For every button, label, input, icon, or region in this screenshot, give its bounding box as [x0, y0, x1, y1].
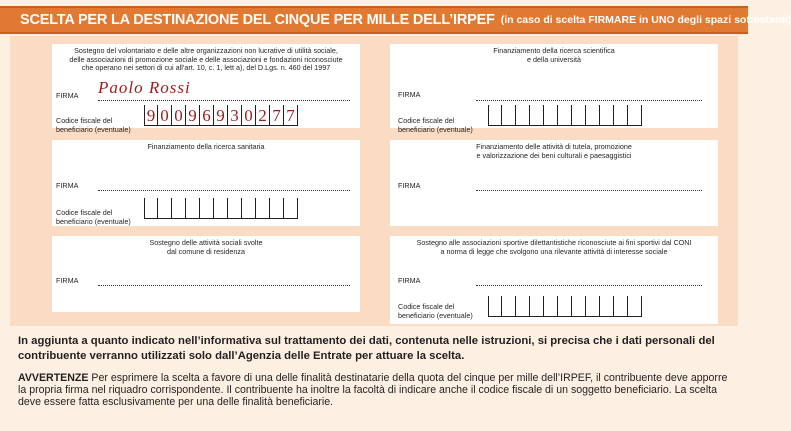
codice-fiscale-label: Codice fiscale del beneficiario (eventuale) [398, 116, 473, 134]
codice-fiscale-char[interactable] [586, 296, 600, 316]
firma-label: FIRMA [398, 181, 421, 190]
firma-label: FIRMA [398, 90, 421, 99]
warning-text: Per esprimere la scelta a favore di una delle finalità destinatarie della quota del cinque per mille dell’IRPEF, il contribuente deve apporre la propria firma nel riquadro corrispondente. Il contribuente ha inoltre la facoltà di indicare anche il codice fiscale di un soggetto beneficiario. La scelta deve essere fatta esclusivamente per una delle finalità beneficiarie. [18, 372, 728, 409]
codice-fiscale-char[interactable] [614, 296, 628, 316]
codice-fiscale-char[interactable] [144, 198, 158, 218]
codice-fiscale-char[interactable] [200, 198, 214, 218]
firma-label: FIRMA [56, 276, 79, 285]
warning-heading: AVVERTENZE [18, 372, 89, 384]
codice-fiscale-char[interactable] [270, 198, 284, 218]
signature-line [98, 190, 350, 191]
box-ricerca-scientifica [390, 44, 718, 134]
codice-fiscale-char[interactable] [586, 105, 600, 125]
codice-fiscale-char[interactable]: 9 [144, 105, 158, 125]
codice-fiscale-char[interactable] [558, 105, 572, 125]
codice-fiscale-char[interactable] [488, 296, 502, 316]
codice-fiscale-input[interactable] [488, 105, 642, 126]
box-title: Finanziamento delle attività di tutela, promozione e valorizzazione dei beni culturali e paesaggistici [476, 142, 632, 160]
codice-fiscale-label: Codice fiscale del beneficiario (eventuale) [56, 116, 131, 134]
codice-fiscale-char[interactable]: 7 [270, 105, 284, 125]
codice-fiscale-char[interactable] [544, 105, 558, 125]
signature-line [476, 100, 702, 101]
codice-fiscale-char[interactable] [502, 105, 516, 125]
codice-fiscale-input[interactable] [144, 198, 298, 219]
box-title: Sostegno del volontariato e delle altre organizzazioni non lucrative di utilità sociale, delle associazioni di promozione sociale e delle associazioni e fondazioni riconosciute che operano nei settori di cui all’art. 10, c. 1, lett a), del D.Lgs. n. 460 del 1997 [69, 46, 343, 73]
codice-fiscale-char[interactable] [228, 198, 242, 218]
codice-fiscale-label: Codice fiscale del beneficiario (eventuale) [398, 302, 473, 320]
codice-fiscale-char[interactable] [558, 296, 572, 316]
codice-fiscale-char[interactable]: 0 [158, 105, 172, 125]
codice-fiscale-char[interactable] [214, 198, 228, 218]
codice-fiscale-char[interactable] [158, 198, 172, 218]
codice-fiscale-char[interactable] [628, 296, 642, 316]
codice-fiscale-char[interactable]: 0 [242, 105, 256, 125]
codice-fiscale-char[interactable]: 9 [214, 105, 228, 125]
form-subtitle: (in caso di scelta FIRMARE in UNO degli spazi sottostanti) [500, 14, 791, 26]
box-beni-culturali [390, 140, 718, 226]
codice-fiscale-char[interactable] [242, 198, 256, 218]
codice-fiscale-char[interactable]: 6 [200, 105, 214, 125]
codice-fiscale-char[interactable] [628, 105, 642, 125]
codice-fiscale-char[interactable] [530, 296, 544, 316]
signature-line [476, 190, 702, 191]
firma-label: FIRMA [56, 91, 79, 100]
codice-fiscale-char[interactable] [572, 105, 586, 125]
box-title: Sostegno delle attività sociali svolte dal comune di residenza [149, 238, 263, 256]
codice-fiscale-char[interactable] [488, 105, 502, 125]
codice-fiscale-char[interactable]: 9 [186, 105, 200, 125]
box-title: Sostegno alle associazioni sportive dilettantistiche riconosciute ai fini sportivi dal CONI a norma di legge che svolgono una rilevante attività di interesse sociale [416, 238, 692, 256]
codice-fiscale-char[interactable] [600, 105, 614, 125]
privacy-notice: In aggiunta a quanto indicato nell’informativa sul trattamento dei dati, contenuta nelle istruzioni, si precisa che i dati personali del contribuente verranno utilizzati solo dall’Agenzia delle Entrate per attuare la scelta. [18, 335, 715, 362]
codice-fiscale-char[interactable] [572, 296, 586, 316]
signature-field[interactable]: Paolo Rossi [98, 78, 191, 97]
codice-fiscale-char[interactable]: 2 [256, 105, 270, 125]
codice-fiscale-char[interactable] [516, 296, 530, 316]
codice-fiscale-char[interactable] [530, 105, 544, 125]
firma-label: FIRMA [56, 181, 79, 190]
codice-fiscale-label: Codice fiscale del beneficiario (eventuale) [56, 208, 131, 226]
box-title: Finanziamento della ricerca sanitaria [147, 142, 265, 151]
signature-line [98, 285, 350, 286]
codice-fiscale-char[interactable]: 3 [228, 105, 242, 125]
form-header [0, 6, 791, 34]
codice-fiscale-char[interactable] [172, 198, 186, 218]
codice-fiscale-char[interactable] [516, 105, 530, 125]
codice-fiscale-input[interactable] [144, 105, 298, 126]
form-title: SCELTA PER LA DESTINAZIONE DEL CINQUE PER MILLE DELL’IRPEF [20, 12, 495, 28]
signature-line [476, 285, 702, 286]
codice-fiscale-char[interactable] [544, 296, 558, 316]
choices-panel [10, 36, 738, 326]
codice-fiscale-char[interactable] [502, 296, 516, 316]
codice-fiscale-char[interactable] [600, 296, 614, 316]
codice-fiscale-char[interactable]: 0 [172, 105, 186, 125]
codice-fiscale-input[interactable] [488, 296, 642, 317]
box-associazioni-sportive [390, 236, 718, 324]
box-title: Finanziamento della ricerca scientifica e della università [493, 46, 615, 64]
codice-fiscale-char[interactable] [186, 198, 200, 218]
codice-fiscale-char[interactable] [614, 105, 628, 125]
codice-fiscale-char[interactable] [256, 198, 270, 218]
codice-fiscale-char[interactable]: 7 [284, 105, 298, 125]
box-comune-residenza [52, 236, 360, 312]
codice-fiscale-char[interactable] [284, 198, 298, 218]
warning-notice [18, 372, 730, 409]
box-ricerca-sanitaria [52, 140, 360, 226]
box-volontariato [52, 44, 360, 134]
firma-label: FIRMA [398, 276, 421, 285]
signature-line [98, 100, 350, 101]
